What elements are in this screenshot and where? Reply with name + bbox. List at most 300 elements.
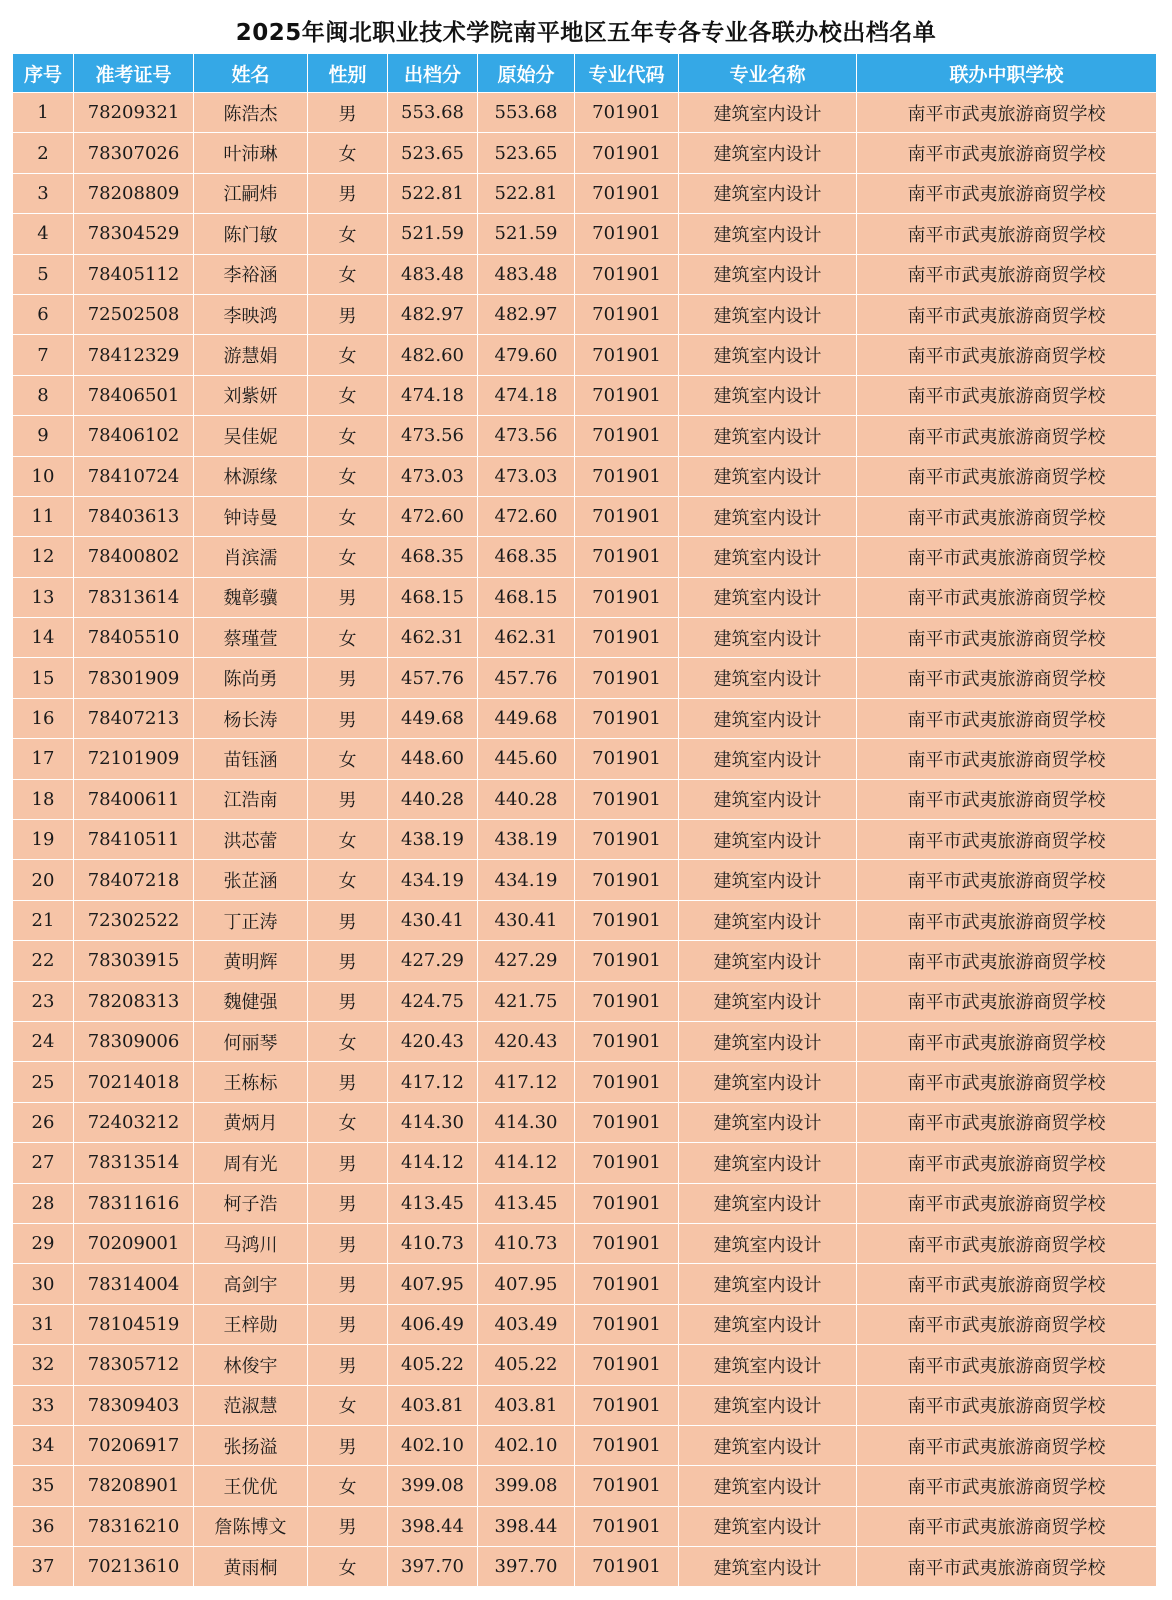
admission-table — [12, 53, 1157, 1587]
cell-admission-score: 403.81 — [388, 1385, 478, 1425]
cell-index: 1 — [13, 93, 74, 133]
cell-admission-score: 414.12 — [388, 1143, 478, 1183]
cell-partner-school: 南平市武夷旅游商贸学校 — [857, 1264, 1157, 1304]
table-row — [13, 254, 1157, 294]
cell-major-code: 701901 — [575, 1304, 679, 1344]
cell-exam-id: 78301909 — [74, 658, 194, 698]
cell-raw-score: 430.41 — [478, 900, 575, 940]
cell-gender: 女 — [308, 739, 388, 779]
cell-exam-id: 78309006 — [74, 1021, 194, 1061]
cell-name: 吴佳妮 — [194, 416, 308, 456]
cell-major-code: 701901 — [575, 1021, 679, 1061]
cell-major-code: 701901 — [575, 577, 679, 617]
cell-partner-school: 南平市武夷旅游商贸学校 — [857, 1223, 1157, 1263]
cell-partner-school: 南平市武夷旅游商贸学校 — [857, 698, 1157, 738]
cell-name: 蔡瑾萱 — [194, 618, 308, 658]
cell-index: 34 — [13, 1425, 74, 1465]
cell-raw-score: 417.12 — [478, 1062, 575, 1102]
cell-major-name: 建筑室内设计 — [679, 1102, 857, 1142]
cell-major-name: 建筑室内设计 — [679, 1223, 857, 1263]
cell-major-name: 建筑室内设计 — [679, 779, 857, 819]
cell-gender: 女 — [308, 1547, 388, 1587]
cell-major-code: 701901 — [575, 860, 679, 900]
cell-major-code: 701901 — [575, 416, 679, 456]
cell-partner-school: 南平市武夷旅游商贸学校 — [857, 375, 1157, 415]
table-row — [13, 658, 1157, 698]
cell-partner-school: 南平市武夷旅游商贸学校 — [857, 1425, 1157, 1465]
cell-gender: 女 — [308, 1385, 388, 1425]
table-row — [13, 820, 1157, 860]
cell-major-name: 建筑室内设计 — [679, 214, 857, 254]
cell-major-code: 701901 — [575, 93, 679, 133]
cell-partner-school: 南平市武夷旅游商贸学校 — [857, 1143, 1157, 1183]
cell-name: 范淑慧 — [194, 1385, 308, 1425]
cell-gender: 男 — [308, 1264, 388, 1304]
cell-major-code: 701901 — [575, 1345, 679, 1385]
cell-gender: 男 — [308, 900, 388, 940]
cell-name: 张扬溢 — [194, 1425, 308, 1465]
cell-admission-score: 410.73 — [388, 1223, 478, 1263]
cell-admission-score: 424.75 — [388, 981, 478, 1021]
cell-gender: 男 — [308, 577, 388, 617]
cell-name: 丁正涛 — [194, 900, 308, 940]
cell-gender: 女 — [308, 254, 388, 294]
cell-major-name: 建筑室内设计 — [679, 860, 857, 900]
cell-admission-score: 457.76 — [388, 658, 478, 698]
cell-index: 21 — [13, 900, 74, 940]
cell-major-code: 701901 — [575, 294, 679, 334]
cell-exam-id: 78309403 — [74, 1385, 194, 1425]
cell-major-name: 建筑室内设计 — [679, 1264, 857, 1304]
cell-raw-score: 473.56 — [478, 416, 575, 456]
cell-major-code: 701901 — [575, 1183, 679, 1223]
cell-major-name: 建筑室内设计 — [679, 537, 857, 577]
cell-raw-score: 553.68 — [478, 93, 575, 133]
cell-exam-id: 72101909 — [74, 739, 194, 779]
cell-partner-school: 南平市武夷旅游商贸学校 — [857, 618, 1157, 658]
cell-partner-school: 南平市武夷旅游商贸学校 — [857, 254, 1157, 294]
cell-major-name: 建筑室内设计 — [679, 1143, 857, 1183]
cell-admission-score: 521.59 — [388, 214, 478, 254]
cell-admission-score: 462.31 — [388, 618, 478, 658]
table-row — [13, 941, 1157, 981]
table-row — [13, 173, 1157, 213]
cell-major-name: 建筑室内设计 — [679, 335, 857, 375]
cell-major-code: 701901 — [575, 1264, 679, 1304]
cell-index: 9 — [13, 416, 74, 456]
cell-index: 30 — [13, 1264, 74, 1304]
cell-partner-school: 南平市武夷旅游商贸学校 — [857, 1547, 1157, 1587]
cell-admission-score: 414.30 — [388, 1102, 478, 1142]
cell-exam-id: 78406501 — [74, 375, 194, 415]
cell-admission-score: 413.45 — [388, 1183, 478, 1223]
table-row — [13, 456, 1157, 496]
table-row — [13, 335, 1157, 375]
cell-name: 王栋标 — [194, 1062, 308, 1102]
column-header-partner-school: 联办中职学校 — [857, 54, 1157, 93]
cell-name: 林源缘 — [194, 456, 308, 496]
cell-major-name: 建筑室内设计 — [679, 416, 857, 456]
cell-raw-score: 523.65 — [478, 133, 575, 173]
cell-gender: 男 — [308, 1425, 388, 1465]
cell-major-name: 建筑室内设计 — [679, 618, 857, 658]
cell-partner-school: 南平市武夷旅游商贸学校 — [857, 820, 1157, 860]
cell-major-code: 701901 — [575, 254, 679, 294]
cell-gender: 女 — [308, 456, 388, 496]
cell-gender: 女 — [308, 496, 388, 536]
table-row — [13, 981, 1157, 1021]
cell-gender: 男 — [308, 941, 388, 981]
table-row — [13, 1102, 1157, 1142]
cell-admission-score: 483.48 — [388, 254, 478, 294]
cell-gender: 女 — [308, 375, 388, 415]
cell-partner-school: 南平市武夷旅游商贸学校 — [857, 416, 1157, 456]
cell-gender: 男 — [308, 1062, 388, 1102]
cell-index: 4 — [13, 214, 74, 254]
cell-major-code: 701901 — [575, 1547, 679, 1587]
cell-major-name: 建筑室内设计 — [679, 456, 857, 496]
cell-gender: 男 — [308, 698, 388, 738]
cell-major-code: 701901 — [575, 456, 679, 496]
cell-partner-school: 南平市武夷旅游商贸学校 — [857, 1062, 1157, 1102]
table-row — [13, 496, 1157, 536]
cell-major-code: 701901 — [575, 698, 679, 738]
cell-admission-score: 473.56 — [388, 416, 478, 456]
cell-index: 13 — [13, 577, 74, 617]
cell-index: 5 — [13, 254, 74, 294]
cell-index: 33 — [13, 1385, 74, 1425]
cell-exam-id: 78405112 — [74, 254, 194, 294]
cell-gender: 女 — [308, 1466, 388, 1506]
cell-partner-school: 南平市武夷旅游商贸学校 — [857, 173, 1157, 213]
cell-admission-score: 473.03 — [388, 456, 478, 496]
cell-major-code: 701901 — [575, 658, 679, 698]
cell-major-code: 701901 — [575, 1223, 679, 1263]
cell-partner-school: 南平市武夷旅游商贸学校 — [857, 294, 1157, 334]
cell-raw-score: 398.44 — [478, 1506, 575, 1546]
cell-gender: 男 — [308, 1223, 388, 1263]
cell-raw-score: 482.97 — [478, 294, 575, 334]
cell-exam-id: 78407213 — [74, 698, 194, 738]
cell-exam-id: 78412329 — [74, 335, 194, 375]
cell-major-name: 建筑室内设计 — [679, 1466, 857, 1506]
cell-exam-id: 78208809 — [74, 173, 194, 213]
table-row — [13, 294, 1157, 334]
cell-gender: 男 — [308, 1304, 388, 1344]
cell-exam-id: 78405510 — [74, 618, 194, 658]
cell-major-code: 701901 — [575, 375, 679, 415]
cell-index: 29 — [13, 1223, 74, 1263]
cell-major-name: 建筑室内设计 — [679, 93, 857, 133]
cell-name: 周有光 — [194, 1143, 308, 1183]
cell-raw-score: 403.49 — [478, 1304, 575, 1344]
cell-admission-score: 468.15 — [388, 577, 478, 617]
table-header-row — [13, 54, 1157, 93]
cell-exam-id: 78410511 — [74, 820, 194, 860]
cell-exam-id: 78305712 — [74, 1345, 194, 1385]
cell-name: 林俊宇 — [194, 1345, 308, 1385]
cell-raw-score: 522.81 — [478, 173, 575, 213]
cell-raw-score: 468.35 — [478, 537, 575, 577]
cell-index: 23 — [13, 981, 74, 1021]
cell-index: 27 — [13, 1143, 74, 1183]
cell-admission-score: 449.68 — [388, 698, 478, 738]
cell-exam-id: 78410724 — [74, 456, 194, 496]
cell-name: 魏健强 — [194, 981, 308, 1021]
cell-gender: 男 — [308, 658, 388, 698]
cell-index: 19 — [13, 820, 74, 860]
cell-gender: 男 — [308, 1345, 388, 1385]
cell-exam-id: 70209001 — [74, 1223, 194, 1263]
cell-index: 37 — [13, 1547, 74, 1587]
cell-major-name: 建筑室内设计 — [679, 496, 857, 536]
cell-major-name: 建筑室内设计 — [679, 577, 857, 617]
cell-major-name: 建筑室内设计 — [679, 375, 857, 415]
table-row — [13, 93, 1157, 133]
cell-major-code: 701901 — [575, 133, 679, 173]
cell-index: 8 — [13, 375, 74, 415]
cell-gender: 女 — [308, 335, 388, 375]
cell-gender: 女 — [308, 1102, 388, 1142]
cell-raw-score: 407.95 — [478, 1264, 575, 1304]
cell-exam-id: 78313614 — [74, 577, 194, 617]
cell-raw-score: 474.18 — [478, 375, 575, 415]
table-row — [13, 618, 1157, 658]
table-row — [13, 1183, 1157, 1223]
cell-index: 31 — [13, 1304, 74, 1344]
cell-index: 28 — [13, 1183, 74, 1223]
cell-gender: 女 — [308, 618, 388, 658]
table-row — [13, 1425, 1157, 1465]
column-header-gender: 性别 — [308, 54, 388, 93]
cell-name: 魏彰骥 — [194, 577, 308, 617]
cell-partner-school: 南平市武夷旅游商贸学校 — [857, 981, 1157, 1021]
cell-admission-score: 523.65 — [388, 133, 478, 173]
cell-index: 16 — [13, 698, 74, 738]
table-row — [13, 1466, 1157, 1506]
cell-index: 36 — [13, 1506, 74, 1546]
cell-name: 黄明辉 — [194, 941, 308, 981]
cell-name: 李映鸿 — [194, 294, 308, 334]
cell-major-code: 701901 — [575, 1143, 679, 1183]
cell-name: 张芷涵 — [194, 860, 308, 900]
cell-raw-score: 421.75 — [478, 981, 575, 1021]
cell-exam-id: 78303915 — [74, 941, 194, 981]
cell-gender: 女 — [308, 214, 388, 254]
cell-major-code: 701901 — [575, 496, 679, 536]
table-row — [13, 416, 1157, 456]
cell-admission-score: 427.29 — [388, 941, 478, 981]
cell-raw-score: 414.30 — [478, 1102, 575, 1142]
cell-raw-score: 445.60 — [478, 739, 575, 779]
cell-gender: 女 — [308, 133, 388, 173]
cell-raw-score: 449.68 — [478, 698, 575, 738]
table-row — [13, 1223, 1157, 1263]
cell-major-code: 701901 — [575, 173, 679, 213]
cell-major-name: 建筑室内设计 — [679, 294, 857, 334]
cell-raw-score: 483.48 — [478, 254, 575, 294]
cell-index: 24 — [13, 1021, 74, 1061]
cell-major-code: 701901 — [575, 739, 679, 779]
cell-name: 柯子浩 — [194, 1183, 308, 1223]
cell-name: 肖滨濡 — [194, 537, 308, 577]
cell-exam-id: 78104519 — [74, 1304, 194, 1344]
cell-admission-score: 420.43 — [388, 1021, 478, 1061]
cell-admission-score: 438.19 — [388, 820, 478, 860]
cell-major-name: 建筑室内设计 — [679, 820, 857, 860]
cell-major-name: 建筑室内设计 — [679, 941, 857, 981]
cell-partner-school: 南平市武夷旅游商贸学校 — [857, 1385, 1157, 1425]
column-header-major-code: 专业代码 — [575, 54, 679, 93]
cell-major-code: 701901 — [575, 1102, 679, 1142]
cell-partner-school: 南平市武夷旅游商贸学校 — [857, 496, 1157, 536]
cell-gender: 女 — [308, 820, 388, 860]
cell-raw-score: 410.73 — [478, 1223, 575, 1263]
cell-major-name: 建筑室内设计 — [679, 1021, 857, 1061]
cell-major-code: 701901 — [575, 618, 679, 658]
cell-major-code: 701901 — [575, 1506, 679, 1546]
cell-major-code: 701901 — [575, 537, 679, 577]
cell-partner-school: 南平市武夷旅游商贸学校 — [857, 214, 1157, 254]
cell-index: 26 — [13, 1102, 74, 1142]
cell-raw-score: 521.59 — [478, 214, 575, 254]
cell-index: 3 — [13, 173, 74, 213]
cell-exam-id: 72502508 — [74, 294, 194, 334]
cell-raw-score: 473.03 — [478, 456, 575, 496]
cell-name: 王梓勋 — [194, 1304, 308, 1344]
cell-major-name: 建筑室内设计 — [679, 1304, 857, 1344]
cell-major-name: 建筑室内设计 — [679, 1547, 857, 1587]
cell-partner-school: 南平市武夷旅游商贸学校 — [857, 1102, 1157, 1142]
cell-major-name: 建筑室内设计 — [679, 1425, 857, 1465]
cell-raw-score: 397.70 — [478, 1547, 575, 1587]
cell-exam-id: 70214018 — [74, 1062, 194, 1102]
cell-raw-score: 420.43 — [478, 1021, 575, 1061]
cell-admission-score: 417.12 — [388, 1062, 478, 1102]
cell-admission-score: 522.81 — [388, 173, 478, 213]
cell-admission-score: 553.68 — [388, 93, 478, 133]
cell-admission-score: 399.08 — [388, 1466, 478, 1506]
cell-exam-id: 70206917 — [74, 1425, 194, 1465]
cell-raw-score: 402.10 — [478, 1425, 575, 1465]
table-row — [13, 860, 1157, 900]
cell-gender: 女 — [308, 537, 388, 577]
table-row — [13, 1304, 1157, 1344]
cell-exam-id: 78311616 — [74, 1183, 194, 1223]
cell-admission-score: 407.95 — [388, 1264, 478, 1304]
cell-gender: 女 — [308, 416, 388, 456]
cell-admission-score: 398.44 — [388, 1506, 478, 1546]
cell-raw-score: 472.60 — [478, 496, 575, 536]
cell-major-name: 建筑室内设计 — [679, 1183, 857, 1223]
cell-major-code: 701901 — [575, 335, 679, 375]
cell-index: 15 — [13, 658, 74, 698]
cell-name: 钟诗曼 — [194, 496, 308, 536]
cell-major-name: 建筑室内设计 — [679, 1385, 857, 1425]
cell-admission-score: 430.41 — [388, 900, 478, 940]
cell-admission-score: 434.19 — [388, 860, 478, 900]
cell-partner-school: 南平市武夷旅游商贸学校 — [857, 779, 1157, 819]
cell-raw-score: 434.19 — [478, 860, 575, 900]
cell-exam-id: 78208901 — [74, 1466, 194, 1506]
cell-index: 17 — [13, 739, 74, 779]
cell-gender: 男 — [308, 1183, 388, 1223]
table-row — [13, 1345, 1157, 1385]
cell-major-code: 701901 — [575, 820, 679, 860]
cell-name: 李裕涵 — [194, 254, 308, 294]
cell-major-name: 建筑室内设计 — [679, 133, 857, 173]
table-row — [13, 1385, 1157, 1425]
table-row — [13, 133, 1157, 173]
cell-admission-score: 482.60 — [388, 335, 478, 375]
cell-major-name: 建筑室内设计 — [679, 981, 857, 1021]
cell-raw-score: 405.22 — [478, 1345, 575, 1385]
table-row — [13, 1264, 1157, 1304]
cell-gender: 男 — [308, 1143, 388, 1183]
cell-raw-score: 438.19 — [478, 820, 575, 860]
cell-index: 18 — [13, 779, 74, 819]
cell-name: 江浩南 — [194, 779, 308, 819]
cell-major-name: 建筑室内设计 — [679, 1062, 857, 1102]
cell-gender: 男 — [308, 294, 388, 334]
page-title: 2025年闽北职业技术学院南平地区五年专各专业各联办校出档名单 — [235, 20, 937, 46]
cell-admission-score: 474.18 — [388, 375, 478, 415]
cell-raw-score: 414.12 — [478, 1143, 575, 1183]
cell-gender: 女 — [308, 860, 388, 900]
cell-name: 杨长涛 — [194, 698, 308, 738]
column-header-raw-score: 原始分 — [478, 54, 575, 93]
cell-index: 22 — [13, 941, 74, 981]
cell-name: 游慧娟 — [194, 335, 308, 375]
cell-gender: 男 — [308, 173, 388, 213]
cell-partner-school: 南平市武夷旅游商贸学校 — [857, 456, 1157, 496]
cell-partner-school: 南平市武夷旅游商贸学校 — [857, 1183, 1157, 1223]
cell-gender: 男 — [308, 779, 388, 819]
cell-raw-score: 399.08 — [478, 1466, 575, 1506]
table-row — [13, 1021, 1157, 1061]
cell-name: 洪芯蕾 — [194, 820, 308, 860]
cell-name: 叶沛琳 — [194, 133, 308, 173]
cell-exam-id: 78313514 — [74, 1143, 194, 1183]
cell-exam-id: 78400802 — [74, 537, 194, 577]
cell-partner-school: 南平市武夷旅游商贸学校 — [857, 1021, 1157, 1061]
column-header-index: 序号 — [13, 54, 74, 93]
cell-partner-school: 南平市武夷旅游商贸学校 — [857, 739, 1157, 779]
cell-exam-id: 78209321 — [74, 93, 194, 133]
cell-name: 黄炳月 — [194, 1102, 308, 1142]
cell-partner-school: 南平市武夷旅游商贸学校 — [857, 1345, 1157, 1385]
cell-partner-school: 南平市武夷旅游商贸学校 — [857, 537, 1157, 577]
cell-raw-score: 468.15 — [478, 577, 575, 617]
cell-exam-id: 78400611 — [74, 779, 194, 819]
cell-major-name: 建筑室内设计 — [679, 698, 857, 738]
cell-exam-id: 78403613 — [74, 496, 194, 536]
cell-major-name: 建筑室内设计 — [679, 254, 857, 294]
cell-major-code: 701901 — [575, 1425, 679, 1465]
cell-major-name: 建筑室内设计 — [679, 739, 857, 779]
cell-major-code: 701901 — [575, 1062, 679, 1102]
cell-exam-id: 78304529 — [74, 214, 194, 254]
cell-raw-score: 413.45 — [478, 1183, 575, 1223]
cell-index: 6 — [13, 294, 74, 334]
cell-raw-score: 457.76 — [478, 658, 575, 698]
cell-partner-school: 南平市武夷旅游商贸学校 — [857, 658, 1157, 698]
cell-exam-id: 78316210 — [74, 1506, 194, 1546]
cell-partner-school: 南平市武夷旅游商贸学校 — [857, 577, 1157, 617]
cell-name: 詹陈博文 — [194, 1506, 308, 1546]
cell-exam-id: 72403212 — [74, 1102, 194, 1142]
cell-partner-school: 南平市武夷旅游商贸学校 — [857, 900, 1157, 940]
